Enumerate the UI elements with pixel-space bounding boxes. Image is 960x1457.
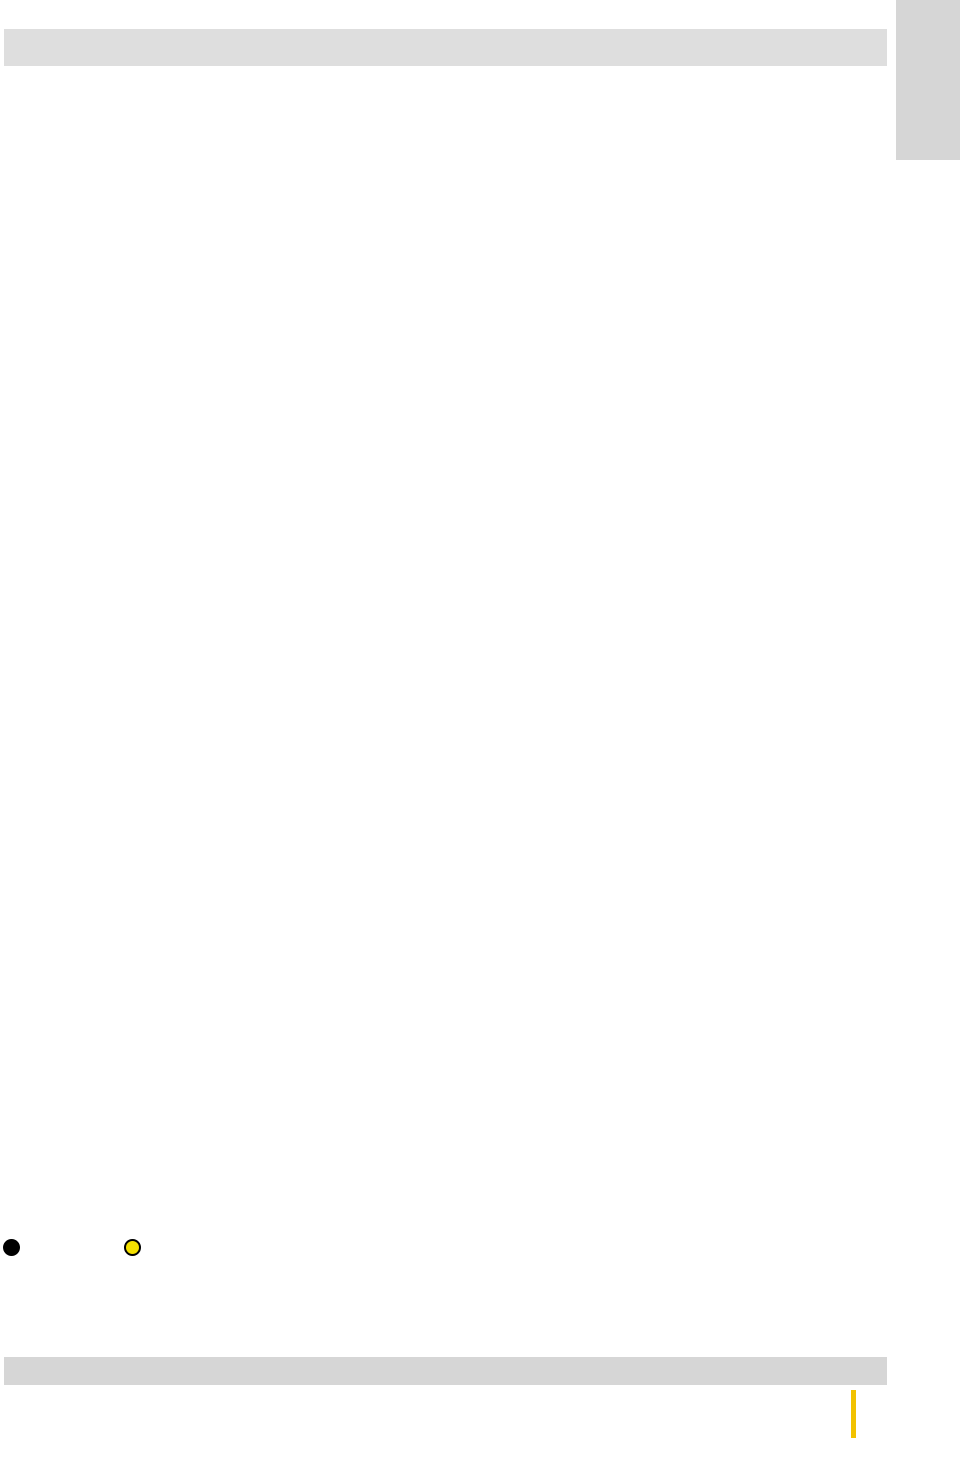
material-legend-bar (4, 1357, 887, 1385)
possible-dot-icon (124, 1239, 141, 1256)
section-tab[interactable] (896, 0, 960, 160)
best-dot-icon (3, 1239, 20, 1256)
title-bar (4, 29, 887, 66)
brand-stripe (851, 1390, 856, 1438)
